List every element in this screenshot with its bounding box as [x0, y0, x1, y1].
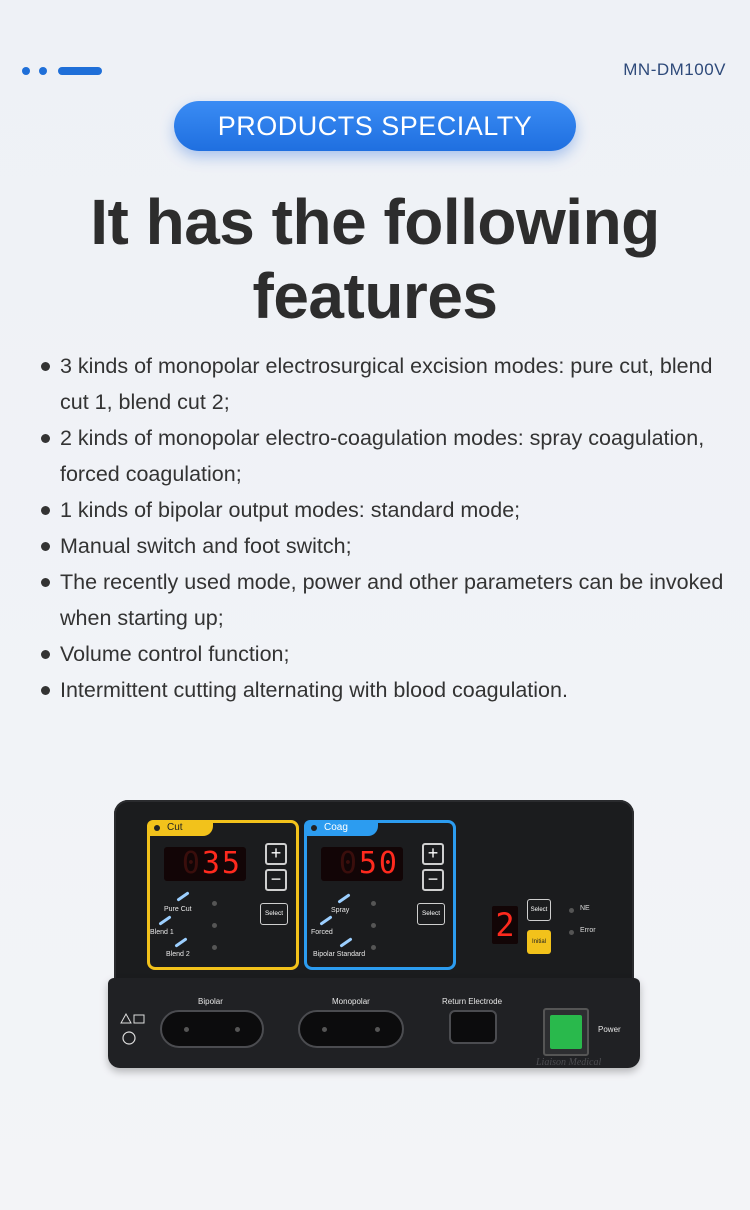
- coag-select-button: Select: [417, 903, 445, 925]
- feature-item: Intermittent cutting alternating with blood coagulation.: [38, 672, 743, 708]
- cut-display-value: 35: [201, 846, 242, 881]
- feature-list: [38, 348, 743, 708]
- mode-led: [212, 945, 217, 950]
- ne-indicator-label: NE: [580, 905, 590, 912]
- coag-minus-button: −: [422, 869, 444, 891]
- mode-led: [212, 901, 217, 906]
- electrosurgical-unit-image: [108, 800, 640, 1068]
- bipolar-standard-icon: [339, 937, 352, 947]
- blend1-icon: [158, 915, 171, 925]
- bipolar-port: [160, 1010, 264, 1048]
- error-indicator-label: Error: [580, 927, 596, 934]
- coag-led: [311, 825, 317, 831]
- power-switch: [543, 1008, 589, 1056]
- dot-bar: [58, 67, 102, 75]
- cut-power-display: [164, 847, 246, 881]
- coag-title-label: Coag: [324, 822, 348, 833]
- return-electrode-label: Return Electrode: [442, 997, 503, 1006]
- cut-panel-title: [147, 820, 213, 836]
- warning-icons: [120, 1010, 146, 1050]
- feature-item: Manual switch and foot switch;: [38, 528, 743, 564]
- blend2-icon: [174, 937, 187, 947]
- mode-blend-1: Blend 1: [150, 929, 174, 936]
- monopolar-port: [298, 1010, 404, 1048]
- mode-pure-cut: Pure Cut: [164, 906, 192, 913]
- system-select-button: Select: [527, 899, 551, 921]
- cut-select-button: Select: [260, 903, 288, 925]
- cut-panel: [147, 820, 299, 970]
- coag-display-value: 50: [358, 846, 399, 881]
- spray-icon: [337, 893, 350, 903]
- error-led: [569, 930, 574, 935]
- power-label: Power: [598, 1025, 621, 1034]
- feature-item: 3 kinds of monopolar electrosurgical excision modes: pure cut, blend cut 1, blend cut 2;: [38, 348, 743, 420]
- title-line-2: features: [252, 260, 498, 332]
- ne-led: [569, 908, 574, 913]
- power-switch-rocker: [550, 1015, 582, 1049]
- forced-icon: [319, 915, 332, 925]
- brand-watermark: Liaison Medical: [536, 1057, 602, 1068]
- mode-spray: Spray: [331, 907, 350, 914]
- mode-bipolar-standard: Bipolar Standard: [313, 951, 366, 958]
- cut-plus-button: +: [265, 843, 287, 865]
- mode-led: [371, 945, 376, 950]
- return-electrode-port: [449, 1010, 497, 1044]
- mode-led: [371, 923, 376, 928]
- cut-led: [154, 825, 160, 831]
- feature-item: The recently used mode, power and other parameters can be invoked when starting up;: [38, 564, 743, 636]
- dot-2: [39, 67, 47, 75]
- device-front-panel: [114, 800, 634, 988]
- warning-symbol-icon: [120, 1010, 146, 1050]
- coag-panel-title: [304, 820, 378, 836]
- cut-title-label: Cut: [167, 822, 183, 833]
- products-specialty-badge: PRODUCTS SPECIALTY: [174, 101, 576, 151]
- coag-panel: [304, 820, 456, 970]
- feature-item: Volume control function;: [38, 636, 743, 672]
- coag-plus-button: +: [422, 843, 444, 865]
- feature-item: 1 kinds of bipolar output modes: standard mode;: [38, 492, 743, 528]
- dot-1: [22, 67, 30, 75]
- decorative-dots: [22, 67, 102, 75]
- pure-cut-icon: [176, 891, 189, 901]
- mode-led: [371, 901, 376, 906]
- mode-led: [212, 923, 217, 928]
- mode-forced: Forced: [311, 929, 333, 936]
- cut-minus-button: −: [265, 869, 287, 891]
- mode-blend-2: Blend 2: [166, 951, 190, 958]
- monopolar-port-label: Monopolar: [332, 997, 370, 1006]
- cut-display-dim-digit: 0: [181, 846, 202, 881]
- bipolar-port-label: Bipolar: [198, 997, 223, 1006]
- page-title: [0, 185, 750, 333]
- volume-display: 2: [492, 906, 518, 944]
- coag-display-dim-digit: 0: [338, 846, 359, 881]
- model-number: MN-DM100V: [623, 60, 726, 79]
- initial-button: Initial: [527, 930, 551, 954]
- title-line-1: It has the following: [90, 186, 660, 258]
- coag-power-display: [321, 847, 403, 881]
- feature-item: 2 kinds of monopolar electro-coagulation modes: spray coagulation, forced coagulation;: [38, 420, 743, 492]
